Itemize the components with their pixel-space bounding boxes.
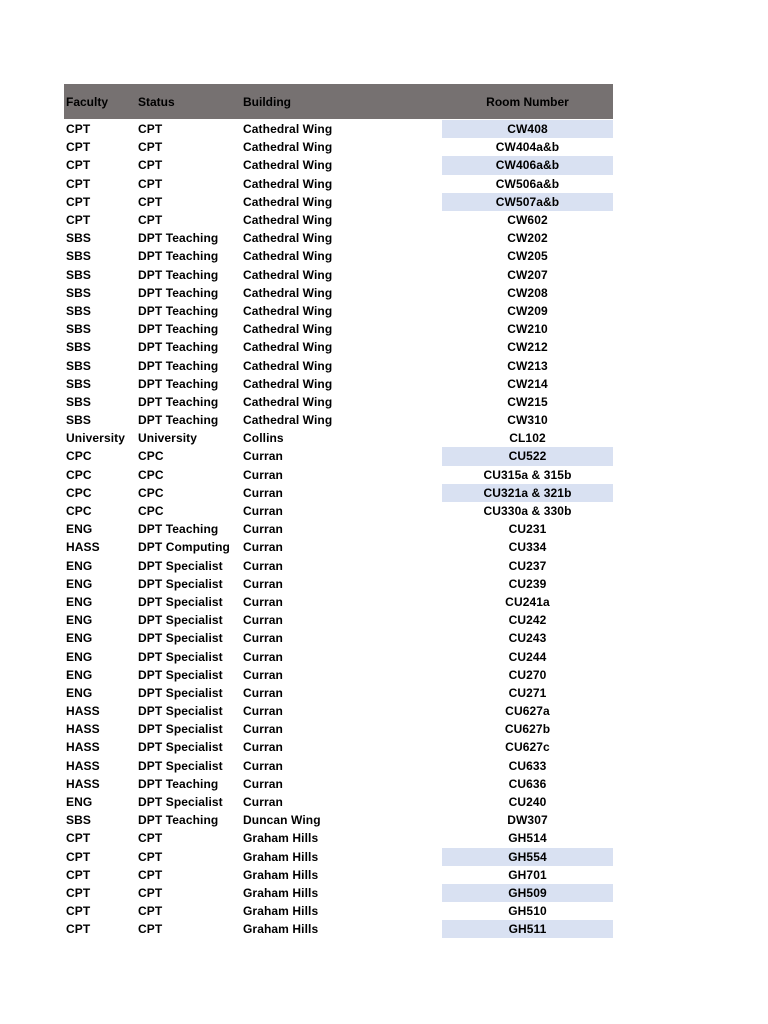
cell-room-number: CW602 (507, 213, 548, 228)
table-row (64, 757, 613, 775)
cell-building: Collins (243, 431, 284, 446)
cell-building: Cathedral Wing (243, 358, 333, 373)
cell-room-number: CU334 (508, 540, 547, 555)
cell-status: CPT (138, 885, 163, 900)
cell-status: University (138, 431, 198, 446)
cell-faculty: SBS (66, 285, 91, 300)
table-row (64, 320, 613, 338)
table-row (64, 356, 613, 374)
cell-building: Graham Hills (243, 867, 319, 882)
cell-status: DPT Teaching (138, 322, 219, 337)
cell-building: Cathedral Wing (243, 194, 333, 209)
cell-status: DPT Computing (138, 540, 230, 555)
cell-room-number: CU243 (508, 631, 547, 646)
cell-building: Graham Hills (243, 885, 319, 900)
cell-building: Curran (243, 522, 283, 537)
table-row (64, 247, 613, 265)
cell-faculty: ENG (66, 649, 93, 664)
cell-building: Cathedral Wing (243, 267, 333, 282)
column-header-status: Status (138, 94, 175, 109)
cell-faculty: University (66, 431, 126, 446)
cell-room-number: CU330a & 330b (483, 504, 572, 519)
cell-faculty: SBS (66, 249, 91, 264)
cell-faculty: ENG (66, 631, 93, 646)
cell-room-number: CU240 (508, 795, 547, 810)
cell-faculty: ENG (66, 613, 93, 628)
cell-status: CPT (138, 122, 163, 137)
cell-faculty: HASS (66, 740, 100, 755)
table-row (64, 138, 613, 156)
cell-status: DPT Specialist (138, 613, 223, 628)
cell-room-number: CW210 (507, 322, 548, 337)
cell-status: DPT Specialist (138, 576, 223, 591)
cell-room-number: GH554 (442, 848, 613, 866)
cell-faculty: SBS (66, 813, 91, 828)
cell-faculty: ENG (66, 576, 93, 591)
cell-building: Curran (243, 758, 283, 773)
table-row (64, 666, 613, 684)
cell-status: DPT Teaching (138, 267, 219, 282)
cell-building: Cathedral Wing (243, 140, 333, 155)
cell-building: Graham Hills (243, 831, 319, 846)
cell-faculty: HASS (66, 540, 100, 555)
cell-faculty: CPT (66, 831, 91, 846)
cell-building: Curran (243, 558, 283, 573)
cell-room-number: CU636 (508, 776, 547, 791)
cell-status: DPT Teaching (138, 776, 219, 791)
cell-status: CPT (138, 922, 163, 937)
table-row (64, 902, 613, 920)
column-header-faculty: Faculty (66, 94, 109, 109)
cell-faculty: SBS (66, 231, 91, 246)
cell-status: DPT Teaching (138, 303, 219, 318)
table-row (64, 702, 613, 720)
cell-status: DPT Teaching (138, 522, 219, 537)
cell-status: DPT Specialist (138, 722, 223, 737)
cell-faculty: SBS (66, 322, 91, 337)
cell-faculty: CPC (66, 504, 92, 519)
table-row (64, 684, 613, 702)
cell-faculty: SBS (66, 358, 91, 373)
cell-building: Cathedral Wing (243, 303, 333, 318)
cell-building: Cathedral Wing (243, 213, 333, 228)
cell-room-number: CW207 (507, 267, 548, 282)
cell-room-number: DW307 (507, 813, 548, 828)
table-row (64, 629, 613, 647)
cell-building: Curran (243, 740, 283, 755)
table-row (64, 738, 613, 756)
table-row (64, 848, 613, 866)
cell-building: Graham Hills (243, 922, 319, 937)
cell-faculty: SBS (66, 267, 91, 282)
cell-building: Graham Hills (243, 904, 319, 919)
cell-room-number: CW205 (507, 249, 548, 264)
cell-room-number: CW404a&b (495, 140, 560, 155)
cell-faculty: ENG (66, 594, 93, 609)
table-row (64, 720, 613, 738)
cell-room-number: CU627c (505, 740, 550, 755)
cell-building: Curran (243, 449, 283, 464)
cell-faculty: HASS (66, 704, 100, 719)
table-row (64, 647, 613, 665)
cell-faculty: SBS (66, 303, 91, 318)
table-row (64, 793, 613, 811)
cell-building: Curran (243, 576, 283, 591)
table-header (64, 84, 613, 119)
cell-room-number: CU271 (508, 685, 547, 700)
cell-status: DPT Specialist (138, 667, 223, 682)
cell-building: Curran (243, 467, 283, 482)
cell-status: DPT Specialist (138, 795, 223, 810)
cell-faculty: SBS (66, 340, 91, 355)
cell-faculty: ENG (66, 522, 93, 537)
table-row (64, 447, 613, 465)
cell-room-number: CW209 (507, 303, 548, 318)
cell-faculty: ENG (66, 795, 93, 810)
cell-building: Cathedral Wing (243, 158, 333, 173)
cell-room-number: CW214 (507, 376, 548, 391)
cell-room-number: CU237 (508, 558, 547, 573)
cell-room-number: CW507a&b (442, 193, 613, 211)
cell-building: Curran (243, 667, 283, 682)
table-row (64, 920, 613, 938)
cell-building: Curran (243, 485, 283, 500)
cell-building: Curran (243, 540, 283, 555)
cell-room-number: CW506a&b (495, 176, 560, 191)
cell-faculty: ENG (66, 558, 93, 573)
cell-room-number: GH511 (442, 920, 613, 938)
cell-room-number: GH701 (508, 867, 547, 882)
cell-room-number: GH510 (508, 904, 547, 919)
cell-faculty: HASS (66, 722, 100, 737)
table-row (64, 538, 613, 556)
table-row (64, 611, 613, 629)
cell-building: Cathedral Wing (243, 322, 333, 337)
cell-faculty: CPT (66, 122, 91, 137)
cell-status: DPT Teaching (138, 358, 219, 373)
cell-faculty: CPT (66, 922, 91, 937)
cell-building: Cathedral Wing (243, 231, 333, 246)
cell-building: Curran (243, 631, 283, 646)
table-row (64, 193, 613, 211)
cell-faculty: CPT (66, 885, 91, 900)
room-table (64, 84, 613, 938)
table-row (64, 575, 613, 593)
table-row (64, 775, 613, 793)
table-row (64, 502, 613, 520)
table-row (64, 338, 613, 356)
cell-faculty: CPT (66, 140, 91, 155)
table-row (64, 120, 613, 138)
cell-status: CPC (138, 485, 164, 500)
cell-building: Curran (243, 795, 283, 810)
cell-room-number: CW213 (507, 358, 548, 373)
table-row (64, 829, 613, 847)
cell-status: CPT (138, 158, 163, 173)
cell-faculty: ENG (66, 685, 93, 700)
table-row (64, 466, 613, 484)
table-row (64, 557, 613, 575)
cell-building: Cathedral Wing (243, 176, 333, 191)
cell-status: DPT Specialist (138, 704, 223, 719)
table-row (64, 866, 613, 884)
column-header-room-number: Room Number (486, 94, 569, 109)
cell-status: CPC (138, 467, 164, 482)
cell-room-number: CU627b (504, 722, 551, 737)
table-row (64, 156, 613, 174)
cell-faculty: HASS (66, 776, 100, 791)
cell-status: DPT Specialist (138, 685, 223, 700)
cell-building: Curran (243, 722, 283, 737)
cell-faculty: SBS (66, 376, 91, 391)
cell-room-number: CW208 (507, 285, 548, 300)
cell-building: Curran (243, 776, 283, 791)
cell-faculty: CPT (66, 867, 91, 882)
cell-status: CPT (138, 904, 163, 919)
cell-building: Cathedral Wing (243, 249, 333, 264)
table-row (64, 411, 613, 429)
cell-room-number: CW202 (507, 231, 548, 246)
table-row (64, 302, 613, 320)
cell-faculty: SBS (66, 413, 91, 428)
cell-faculty: CPT (66, 194, 91, 209)
cell-status: CPT (138, 140, 163, 155)
cell-building: Cathedral Wing (243, 376, 333, 391)
cell-status: DPT Specialist (138, 558, 223, 573)
table-row (64, 811, 613, 829)
cell-status: DPT Teaching (138, 231, 219, 246)
cell-room-number: CW406a&b (442, 156, 613, 174)
cell-status: CPT (138, 176, 163, 191)
cell-faculty: CPC (66, 449, 92, 464)
cell-room-number: CL102 (509, 431, 546, 446)
cell-room-number: CU242 (508, 613, 547, 628)
cell-building: Cathedral Wing (243, 413, 333, 428)
cell-faculty: HASS (66, 758, 100, 773)
cell-room-number: GH509 (442, 884, 613, 902)
cell-status: DPT Specialist (138, 594, 223, 609)
cell-room-number: GH514 (508, 831, 547, 846)
cell-status: CPT (138, 867, 163, 882)
cell-building: Cathedral Wing (243, 122, 333, 137)
table-row (64, 229, 613, 247)
cell-building: Cathedral Wing (243, 285, 333, 300)
table-row (64, 393, 613, 411)
cell-faculty: CPC (66, 485, 92, 500)
cell-room-number: CU244 (508, 649, 547, 664)
cell-building: Cathedral Wing (243, 340, 333, 355)
cell-building: Curran (243, 613, 283, 628)
cell-building: Graham Hills (243, 849, 319, 864)
table-row (64, 484, 613, 502)
cell-status: DPT Teaching (138, 285, 219, 300)
cell-status: DPT Specialist (138, 649, 223, 664)
table-row (64, 520, 613, 538)
cell-status: DPT Teaching (138, 394, 219, 409)
cell-building: Cathedral Wing (243, 394, 333, 409)
cell-status: CPT (138, 194, 163, 209)
cell-building: Curran (243, 685, 283, 700)
cell-status: CPC (138, 449, 164, 464)
cell-room-number: CW212 (507, 340, 548, 355)
cell-status: DPT Teaching (138, 340, 219, 355)
cell-status: DPT Teaching (138, 813, 219, 828)
table-row (64, 884, 613, 902)
cell-status: DPT Teaching (138, 249, 219, 264)
cell-room-number: CW310 (507, 413, 548, 428)
cell-status: CPC (138, 504, 164, 519)
cell-room-number: CU315a & 315b (483, 467, 572, 482)
cell-faculty: CPC (66, 467, 92, 482)
cell-room-number: CU627a (505, 704, 550, 719)
cell-room-number: CU239 (508, 576, 547, 591)
cell-room-number: CU270 (508, 667, 547, 682)
cell-room-number: CU633 (508, 758, 547, 773)
cell-faculty: CPT (66, 176, 91, 191)
table-body (64, 120, 613, 938)
cell-building: Curran (243, 594, 283, 609)
cell-room-number: CW408 (442, 120, 613, 138)
cell-room-number: CW215 (507, 394, 548, 409)
cell-status: DPT Teaching (138, 413, 219, 428)
cell-status: CPT (138, 213, 163, 228)
cell-status: CPT (138, 849, 163, 864)
cell-room-number: CU522 (442, 447, 613, 465)
cell-building: Curran (243, 504, 283, 519)
cell-room-number: CU321a & 321b (442, 484, 613, 502)
cell-building: Curran (243, 704, 283, 719)
cell-status: DPT Teaching (138, 376, 219, 391)
cell-room-number: CU231 (508, 522, 547, 537)
cell-status: DPT Specialist (138, 740, 223, 755)
table-row (64, 375, 613, 393)
cell-faculty: CPT (66, 904, 91, 919)
cell-faculty: CPT (66, 849, 91, 864)
table-row (64, 284, 613, 302)
cell-building: Duncan Wing (243, 813, 321, 828)
cell-faculty: CPT (66, 158, 91, 173)
column-header-building: Building (243, 94, 291, 109)
cell-faculty: ENG (66, 667, 93, 682)
cell-room-number: CU241a (505, 594, 550, 609)
table-row (64, 593, 613, 611)
cell-faculty: SBS (66, 394, 91, 409)
cell-faculty: CPT (66, 213, 91, 228)
cell-status: CPT (138, 831, 163, 846)
table-row (64, 429, 613, 447)
table-row (64, 266, 613, 284)
cell-status: DPT Specialist (138, 631, 223, 646)
table-row (64, 175, 613, 193)
cell-status: DPT Specialist (138, 758, 223, 773)
table-row (64, 211, 613, 229)
cell-building: Curran (243, 649, 283, 664)
